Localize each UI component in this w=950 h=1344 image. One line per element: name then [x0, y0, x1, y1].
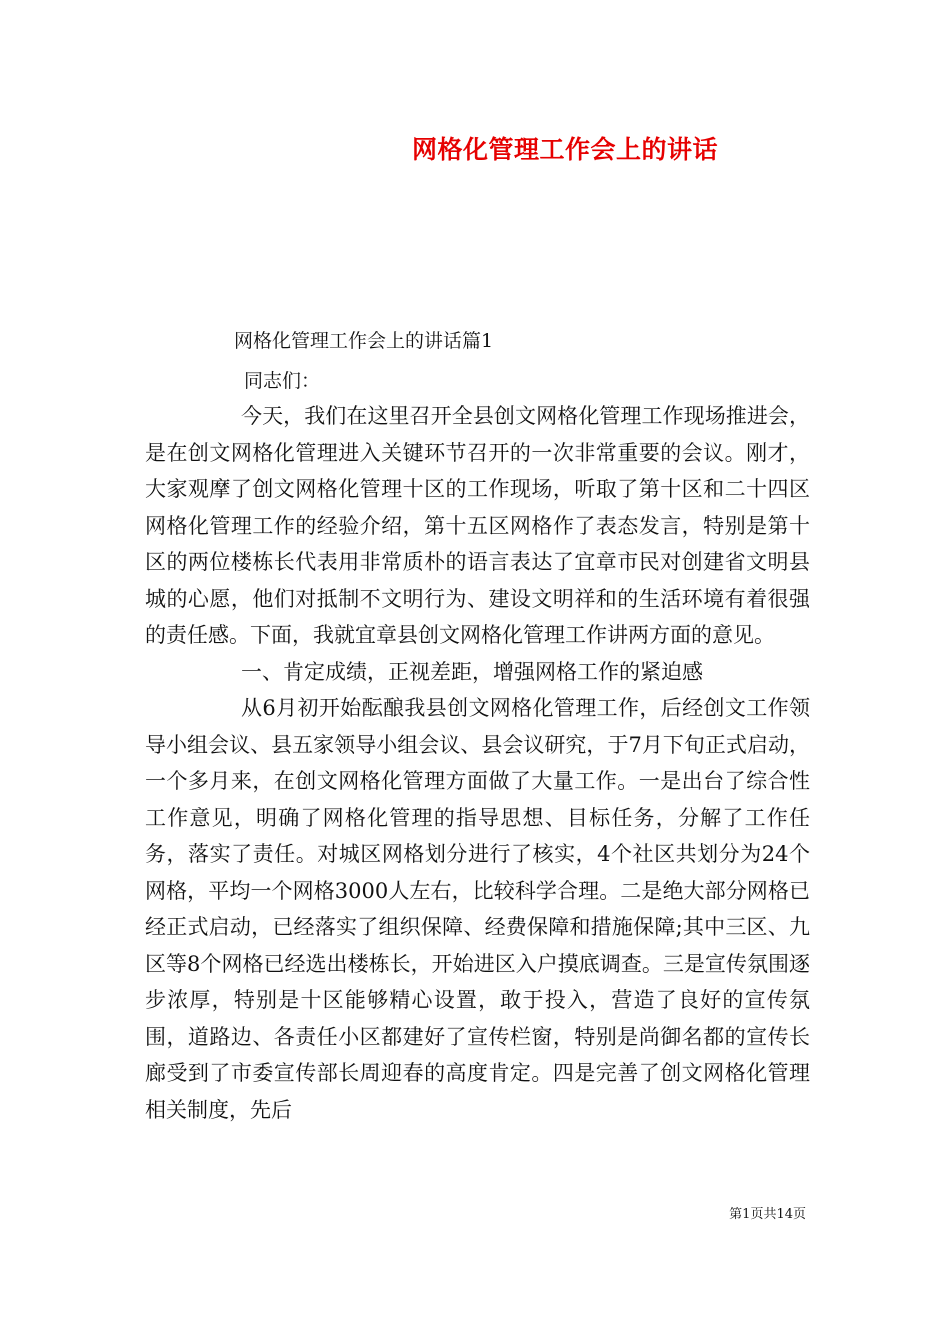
paragraph-achievements: 从6月初开始酝酿我县创文网格化管理工作，后经创文工作领导小组会议、县五家领导小组会议、县会议研究，于7月下旬正式启动，一个多月来，在创文网格化管理方面做了大量工作。一是出台了综合性工作意见，明确了网格化管理的指导思想、目标任务，分解了工作任务，落实了责任。对城区网格划分进行了核实，4个社区共划分为24个网格，平均一个网格3000人左右，比较科学合理。二是绝大部分网格已经正式启动，已经落实了组织保障、经费保障和措施保障;其中三区、九区等8个网格已经选出楼栋长，开始进区入户摸底调查。三是宣传氛围逐步浓厚，特别是十区能够精心设置，敢于投入，营造了良好的宣传氛围，道路边、各责任小区都建好了宣传栏窗，特别是尚御名都的宣传长廊受到了市委宣传部长周迎春的高度肯定。四是完善了创文网格化管理相关制度，先后	[145, 696, 810, 1122]
section-heading-1: 一、肯定成绩，正视差距，增强网格工作的紧迫感	[241, 659, 703, 684]
paragraph-opening: 今天，我们在这里召开全县创文网格化管理工作现场推进会，是在创文网格化管理进入关键环节召开的一次非常重要的会议。刚才，大家观摩了创文网格化管理十区的工作现场，听取了第十区和二十四区网格化管理工作的经验介绍，第十五区网格作了表态发言，特别是第十区的两位楼栋长代表用非常质朴的语言表达了宜章市民对创建省文明县城的心愿，他们对抵制不文明行为、建设文明祥和的生活环境有着很强的责任感。下面，我就宜章县创文网格化管理工作讲两方面的意见。	[145, 404, 810, 647]
document-subtitle: 网格化管理工作会上的讲话篇1	[234, 330, 494, 352]
document-title: 网格化管理工作会上的讲话	[411, 135, 718, 164]
page-footer: 第1页共14页	[729, 1207, 806, 1222]
salutation: 同志们：	[244, 370, 321, 392]
document-body	[145, 398, 810, 1128]
